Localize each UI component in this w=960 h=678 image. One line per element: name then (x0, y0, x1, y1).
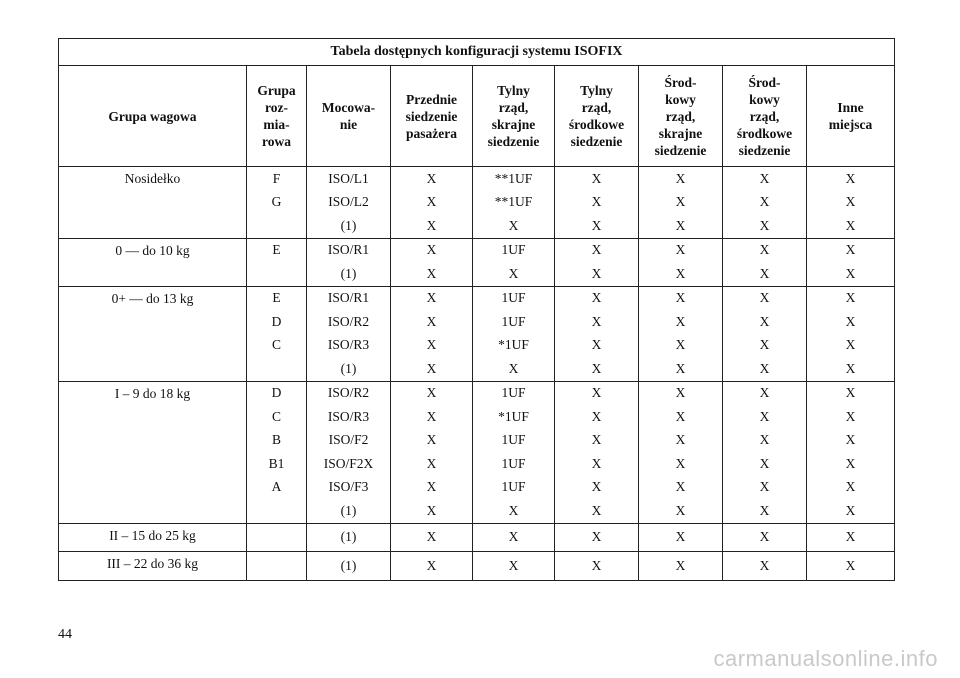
table-cell: X (723, 286, 807, 310)
table-cell: X (391, 552, 473, 581)
table-cell: G (247, 191, 307, 215)
table-cell: X (555, 334, 639, 358)
table-cell: *1UF (473, 334, 555, 358)
table-cell: X (807, 262, 895, 286)
table-cell: 1UF (473, 238, 555, 262)
weight-group-cell: Nosidełko (59, 167, 247, 239)
table-cell: X (639, 214, 723, 238)
table-cell: X (807, 523, 895, 552)
table-cell: X (391, 191, 473, 215)
table-cell: ISO/R2 (307, 310, 391, 334)
table-cell (247, 552, 307, 581)
table-cell: X (555, 167, 639, 191)
table-cell: 1UF (473, 286, 555, 310)
table-cell: X (723, 523, 807, 552)
column-header: Grupa wagowa (59, 66, 247, 167)
table-cell: ISO/L2 (307, 191, 391, 215)
table-cell: X (807, 214, 895, 238)
table-cell: X (807, 499, 895, 523)
table-cell: X (639, 381, 723, 405)
column-header: Tylny rząd, skrajne siedzenie (473, 66, 555, 167)
table-cell (247, 357, 307, 381)
table-cell: ISO/R2 (307, 381, 391, 405)
table-cell: X (555, 405, 639, 429)
table-cell: D (247, 381, 307, 405)
table-cell: X (555, 429, 639, 453)
table-body (59, 167, 895, 581)
table-cell: X (723, 262, 807, 286)
table-cell: X (555, 191, 639, 215)
table-cell: X (391, 476, 473, 500)
table-cell: X (555, 357, 639, 381)
page-number: 44 (58, 627, 72, 642)
table-row (59, 238, 895, 262)
table-cell: X (555, 262, 639, 286)
table-cell: X (723, 405, 807, 429)
table-row (59, 523, 895, 552)
table-cell: X (639, 310, 723, 334)
table-cell: (1) (307, 552, 391, 581)
table-cell: X (723, 429, 807, 453)
table-cell: C (247, 405, 307, 429)
table-cell: X (723, 214, 807, 238)
table-cell: X (807, 452, 895, 476)
table-cell: **1UF (473, 167, 555, 191)
table-cell (247, 499, 307, 523)
table-cell: X (807, 191, 895, 215)
table-cell: X (391, 238, 473, 262)
column-header: Tylny rząd, środkowe siedzenie (555, 66, 639, 167)
table-cell: X (391, 262, 473, 286)
column-header: Mocowa- nie (307, 66, 391, 167)
table-row (59, 552, 895, 581)
table-cell (247, 523, 307, 552)
table-cell: ISO/F3 (307, 476, 391, 500)
table-cell: F (247, 167, 307, 191)
table-cell: X (723, 499, 807, 523)
table-cell: X (639, 452, 723, 476)
table-cell: X (639, 167, 723, 191)
table-cell: X (723, 476, 807, 500)
table-cell: E (247, 286, 307, 310)
table-cell: ISO/F2 (307, 429, 391, 453)
table-cell: C (247, 334, 307, 358)
table-cell: X (555, 286, 639, 310)
table-cell: X (639, 405, 723, 429)
table-cell: X (807, 405, 895, 429)
weight-group-cell: 0 — do 10 kg (59, 238, 247, 286)
table-cell: X (555, 381, 639, 405)
table-cell: X (391, 310, 473, 334)
table-cell: 1UF (473, 429, 555, 453)
table-cell: (1) (307, 214, 391, 238)
table-cell: X (723, 357, 807, 381)
table-cell: X (639, 499, 723, 523)
table-cell: X (639, 357, 723, 381)
table-cell: X (391, 499, 473, 523)
table-cell: X (473, 552, 555, 581)
table-cell: X (807, 552, 895, 581)
table-cell: X (807, 310, 895, 334)
table-cell: X (807, 286, 895, 310)
table-cell: X (639, 262, 723, 286)
table-cell: X (723, 381, 807, 405)
table-cell: X (639, 286, 723, 310)
column-header: Środ- kowy rząd, środkowe siedzenie (723, 66, 807, 167)
table-cell: X (723, 452, 807, 476)
column-header: Przednie siedzenie pasażera (391, 66, 473, 167)
weight-group-cell: III – 22 do 36 kg (59, 552, 247, 581)
table-cell: **1UF (473, 191, 555, 215)
table-cell: X (723, 552, 807, 581)
table-title: Tabela dostępnych konfiguracji systemu ISOFIX (59, 39, 895, 66)
table-cell: E (247, 238, 307, 262)
table-cell: ISO/R1 (307, 286, 391, 310)
table-cell: X (391, 286, 473, 310)
table-cell: X (639, 523, 723, 552)
table-cell: 1UF (473, 310, 555, 334)
table-cell: X (391, 523, 473, 552)
table-cell: ISO/R1 (307, 238, 391, 262)
table-row (59, 286, 895, 310)
watermark: carmanualsonline.info (713, 646, 938, 671)
column-header: Grupa roz- mia- rowa (247, 66, 307, 167)
table-cell: B1 (247, 452, 307, 476)
table-cell: X (391, 334, 473, 358)
table-cell: X (807, 357, 895, 381)
table-cell: X (807, 476, 895, 500)
table-cell: X (807, 381, 895, 405)
header-row (59, 66, 895, 167)
table-cell: X (473, 357, 555, 381)
table-cell: X (473, 214, 555, 238)
table-cell: ISO/F2X (307, 452, 391, 476)
weight-group-cell: I – 9 do 18 kg (59, 381, 247, 523)
table-cell: ISO/R3 (307, 334, 391, 358)
table-cell: X (555, 523, 639, 552)
table-cell: X (639, 476, 723, 500)
table-cell: B (247, 429, 307, 453)
table-cell: X (555, 452, 639, 476)
table-cell: X (473, 523, 555, 552)
table-cell: (1) (307, 499, 391, 523)
table-cell: X (555, 310, 639, 334)
table-cell: X (555, 552, 639, 581)
table-cell: X (807, 238, 895, 262)
table-cell: X (391, 452, 473, 476)
table-cell: X (391, 167, 473, 191)
table-cell (247, 262, 307, 286)
table-cell: ISO/L1 (307, 167, 391, 191)
table-cell: 1UF (473, 452, 555, 476)
table-cell: X (555, 214, 639, 238)
table-cell: X (555, 238, 639, 262)
table-cell: X (473, 262, 555, 286)
table-cell: X (639, 238, 723, 262)
table-cell: X (639, 429, 723, 453)
table-cell: X (391, 405, 473, 429)
table-cell: ISO/R3 (307, 405, 391, 429)
table-cell: X (723, 191, 807, 215)
table-cell: (1) (307, 357, 391, 381)
table-cell: (1) (307, 523, 391, 552)
table-cell: X (807, 429, 895, 453)
table-cell: A (247, 476, 307, 500)
table-cell: 1UF (473, 476, 555, 500)
table-cell: (1) (307, 262, 391, 286)
weight-group-cell: II – 15 do 25 kg (59, 523, 247, 552)
table-cell: X (723, 334, 807, 358)
table-cell: *1UF (473, 405, 555, 429)
table-cell: X (723, 167, 807, 191)
table-cell: X (639, 552, 723, 581)
table-cell: X (807, 334, 895, 358)
table-cell: X (723, 310, 807, 334)
table-cell: 1UF (473, 381, 555, 405)
table-cell: D (247, 310, 307, 334)
table-cell: X (555, 476, 639, 500)
table-row (59, 167, 895, 191)
table-cell (247, 214, 307, 238)
table-cell: X (639, 191, 723, 215)
table-cell: X (391, 429, 473, 453)
table-cell: X (555, 499, 639, 523)
weight-group-cell: 0+ — do 13 kg (59, 286, 247, 381)
column-header: Inne miejsca (807, 66, 895, 167)
table-cell: X (473, 499, 555, 523)
table-cell: X (723, 238, 807, 262)
table-row (59, 381, 895, 405)
table-cell: X (391, 381, 473, 405)
table-cell: X (391, 214, 473, 238)
isofix-table (58, 38, 895, 581)
table-cell: X (639, 334, 723, 358)
column-header: Środ- kowy rząd, skrajne siedzenie (639, 66, 723, 167)
table-cell: X (391, 357, 473, 381)
table-cell: X (807, 167, 895, 191)
